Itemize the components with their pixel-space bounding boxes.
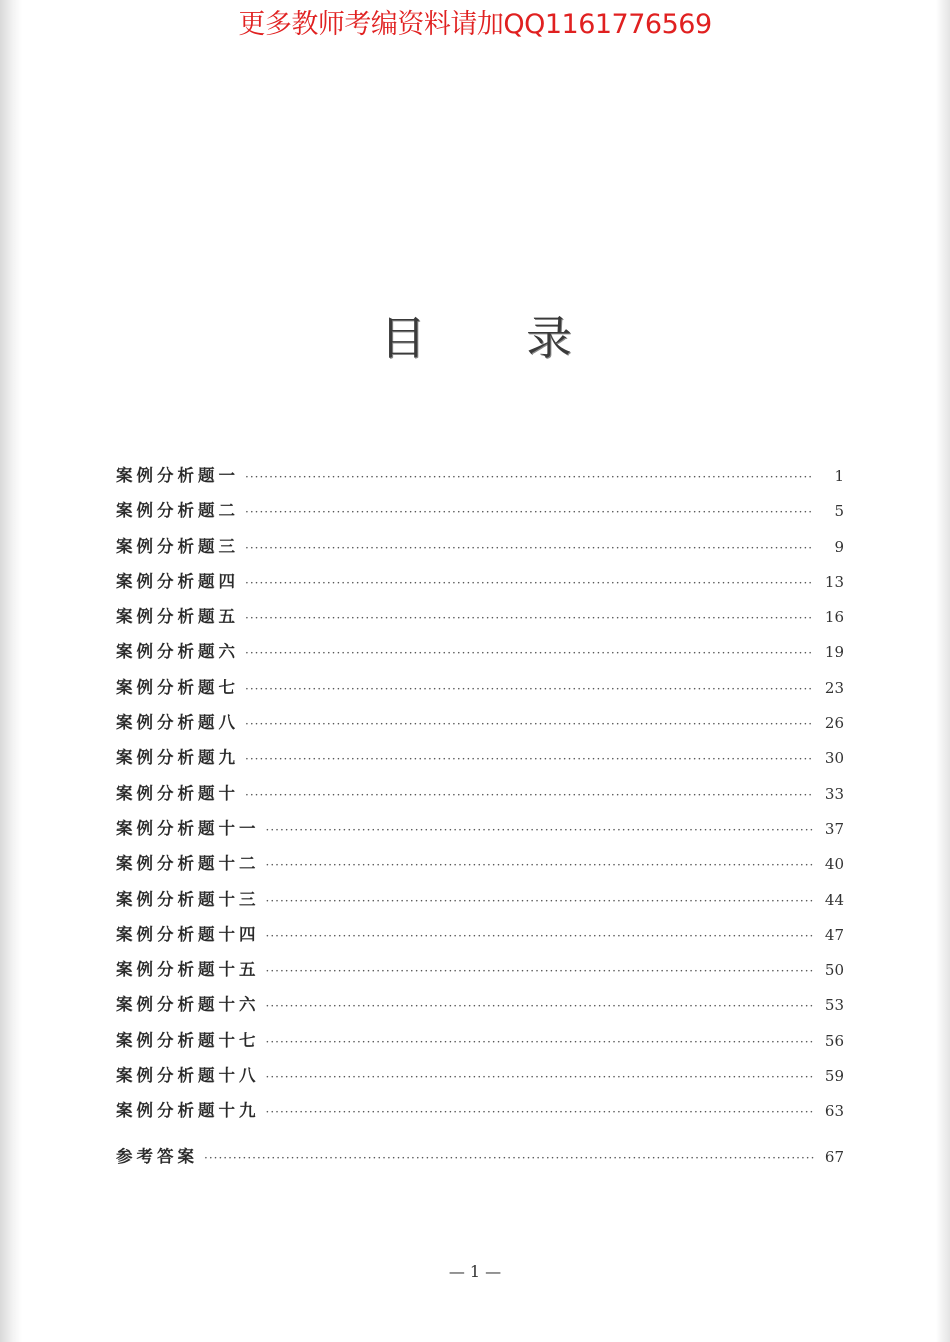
toc-dot-leader bbox=[266, 964, 815, 978]
toc-entry-page-number: 9 bbox=[834, 537, 844, 556]
toc-entry-label: 参考答案 bbox=[116, 1146, 198, 1166]
toc-entry[interactable] bbox=[116, 744, 844, 779]
scan-shadow-left bbox=[0, 0, 22, 1342]
toc-entry-page-number: 47 bbox=[824, 925, 844, 944]
toc-entry[interactable] bbox=[116, 603, 844, 638]
toc-entry[interactable] bbox=[116, 462, 844, 497]
toc-entry-page-number: 23 bbox=[824, 678, 844, 697]
toc-dot-leader bbox=[266, 1105, 815, 1119]
toc-dot-leader bbox=[245, 611, 814, 625]
toc-entry-label: 案例分析题八 bbox=[116, 713, 239, 733]
toc-entry[interactable] bbox=[116, 815, 844, 850]
toc-entry[interactable] bbox=[116, 533, 844, 568]
toc-entry-label: 案例分析题七 bbox=[116, 677, 239, 697]
watermark-banner: 更多教师考编资料请加QQ1161776569 bbox=[238, 9, 712, 40]
toc-entry[interactable] bbox=[116, 991, 844, 1026]
toc-entry[interactable] bbox=[116, 886, 844, 921]
toc-entry-label: 案例分析题十三 bbox=[116, 889, 260, 909]
toc-entry-page-number: 1 bbox=[834, 467, 844, 485]
toc-entry-page-number: 67 bbox=[824, 1147, 844, 1166]
toc-entry[interactable] bbox=[116, 497, 844, 532]
toc-dot-leader bbox=[266, 894, 815, 908]
toc-entry[interactable] bbox=[116, 638, 844, 673]
toc-entry-page-number: 13 bbox=[824, 572, 844, 591]
toc-dot-leader bbox=[266, 929, 815, 943]
toc-dot-leader bbox=[266, 999, 815, 1013]
toc-dot-leader bbox=[245, 576, 814, 590]
toc-dot-leader bbox=[245, 717, 814, 731]
toc-entry-label: 案例分析题十八 bbox=[116, 1066, 260, 1086]
page-number-footer: — 1 — bbox=[448, 1262, 502, 1281]
toc-entry-label: 案例分析题十九 bbox=[116, 1101, 260, 1121]
toc-entry-page-number: 37 bbox=[824, 819, 844, 838]
toc-entry-page-number: 5 bbox=[834, 502, 844, 521]
toc-entry[interactable] bbox=[116, 709, 844, 744]
toc-entry-label: 案例分析题十五 bbox=[116, 960, 260, 980]
toc-entry-page-number: 16 bbox=[824, 608, 844, 627]
toc-entry[interactable] bbox=[116, 568, 844, 603]
toc-dot-leader bbox=[266, 1070, 815, 1084]
toc-dot-leader bbox=[204, 1151, 814, 1165]
toc-entry[interactable] bbox=[116, 1062, 844, 1097]
scan-shadow-right bbox=[936, 0, 950, 1342]
toc-entry-label: 案例分析题六 bbox=[116, 642, 239, 662]
toc-dot-leader bbox=[266, 858, 815, 872]
toc-entry-label: 案例分析题十一 bbox=[116, 818, 260, 838]
toc-dot-leader bbox=[245, 788, 814, 802]
toc-dot-leader bbox=[245, 470, 814, 484]
toc-entry-page-number: 63 bbox=[824, 1102, 844, 1121]
toc-entry-label: 案例分析题九 bbox=[116, 748, 239, 768]
toc-entry[interactable] bbox=[116, 850, 844, 885]
toc-dot-leader bbox=[266, 823, 815, 837]
toc-entry-page-number: 19 bbox=[824, 643, 844, 662]
toc-dot-leader bbox=[266, 1035, 815, 1049]
toc-entry[interactable] bbox=[116, 1097, 844, 1132]
toc-entry-label: 案例分析题十二 bbox=[116, 854, 260, 874]
toc-entry-label: 案例分析题十六 bbox=[116, 995, 260, 1015]
toc-entry-page-number: 40 bbox=[824, 855, 844, 874]
toc-entry-page-number: 30 bbox=[824, 749, 844, 768]
toc-entry[interactable] bbox=[116, 921, 844, 956]
toc-entry[interactable] bbox=[116, 956, 844, 991]
toc-entry-page-number: 33 bbox=[824, 784, 844, 803]
toc-entry[interactable] bbox=[116, 1143, 844, 1178]
toc-entry[interactable] bbox=[116, 1027, 844, 1062]
toc-entry-page-number: 59 bbox=[824, 1067, 844, 1086]
toc-entry-page-number: 44 bbox=[824, 890, 844, 909]
toc-entry-label: 案例分析题四 bbox=[116, 571, 239, 591]
toc-entry[interactable] bbox=[116, 780, 844, 815]
toc-entry-page-number: 56 bbox=[824, 1031, 844, 1050]
toc-entry-page-number: 26 bbox=[824, 714, 844, 733]
toc-dot-leader bbox=[245, 646, 814, 660]
table-of-contents bbox=[116, 462, 844, 1178]
toc-entry-label: 案例分析题十 bbox=[116, 783, 239, 803]
toc-entry-label: 案例分析题一 bbox=[116, 466, 239, 485]
toc-entry-label: 案例分析题三 bbox=[116, 536, 239, 556]
toc-dot-leader bbox=[245, 541, 814, 555]
toc-entry-label: 案例分析题十七 bbox=[116, 1030, 260, 1050]
toc-entry[interactable] bbox=[116, 674, 844, 709]
toc-dot-leader bbox=[245, 752, 814, 766]
toc-dot-leader bbox=[245, 505, 814, 519]
toc-dot-leader bbox=[245, 682, 814, 696]
page-title: 目录 bbox=[380, 311, 672, 365]
toc-entry-label: 案例分析题二 bbox=[116, 501, 239, 521]
toc-entry-page-number: 53 bbox=[824, 996, 844, 1015]
toc-entry-label: 案例分析题十四 bbox=[116, 924, 260, 944]
toc-entry-label: 案例分析题五 bbox=[116, 607, 239, 627]
toc-entry-page-number: 50 bbox=[824, 961, 844, 980]
